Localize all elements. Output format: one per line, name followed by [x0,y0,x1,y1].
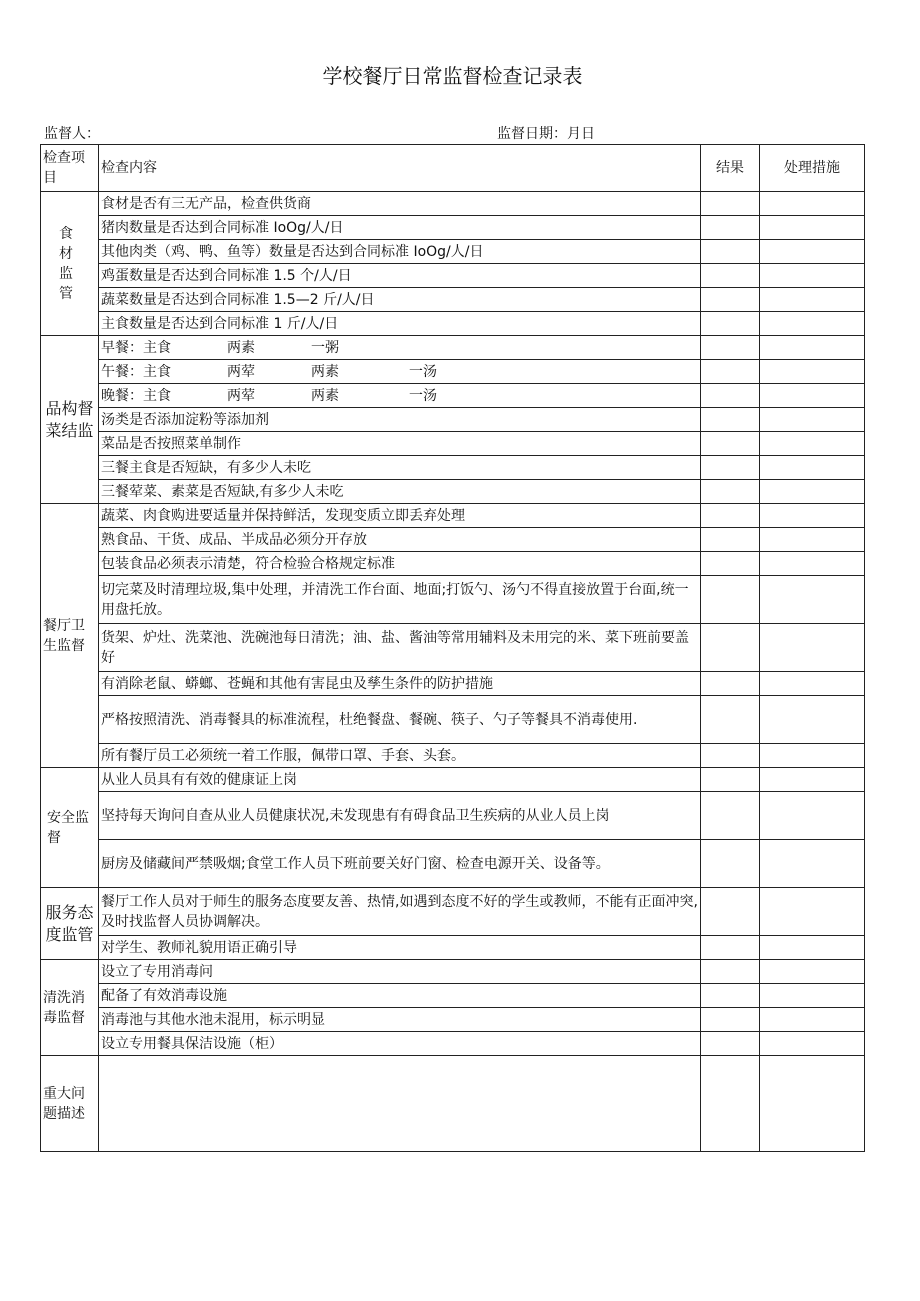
inspection-table [40,144,865,1152]
check-content-cell: 主食数量是否达到合同标准 1 斤/人/日 [99,312,701,336]
category-cell: 食材监管 [41,192,99,336]
action-cell[interactable] [760,1056,865,1152]
check-content-cell: 鸡蛋数量是否达到合同标准 1.5 个/人/日 [99,264,701,288]
date-label: 监督日期：月日 [497,126,595,142]
check-content-cell: 猪肉数量是否达到合同标准 IoOg/人/日 [99,216,701,240]
result-cell[interactable] [701,192,760,216]
table-row [41,264,865,288]
table-row [41,408,865,432]
category-cell: 安全监督 [41,768,99,888]
table-row [41,240,865,264]
action-cell[interactable] [760,576,865,624]
result-cell[interactable] [701,360,760,384]
category-cell: 品构督菜结监 [41,336,99,504]
check-content-cell: 坚持每天询问自查从业人员健康状况,未发现患有有碍食品卫生疾病的从业人员上岗 [99,792,701,840]
result-cell[interactable] [701,960,760,984]
category-cell: 服务态度监管 [41,888,99,960]
result-cell[interactable] [701,504,760,528]
result-cell[interactable] [701,552,760,576]
action-cell[interactable] [760,312,865,336]
check-content-cell: 设立了专用消毒问 [99,960,701,984]
action-cell[interactable] [760,672,865,696]
action-cell[interactable] [760,888,865,936]
category-cell: 餐厅卫生监督 [41,504,99,768]
table-row [41,576,865,624]
table-row [41,192,865,216]
table-row [41,960,865,984]
check-content-cell: 午餐：主食 两荤 两素 一汤 [99,360,701,384]
action-cell[interactable] [760,264,865,288]
table-row [41,288,865,312]
table-row [41,1056,865,1152]
check-content-cell: 包装食品必须表示清楚，符合检验合格规定标准 [99,552,701,576]
result-cell[interactable] [701,408,760,432]
result-cell[interactable] [701,576,760,624]
action-cell[interactable] [760,624,865,672]
result-cell[interactable] [701,672,760,696]
check-content-cell: 菜品是否按照菜单制作 [99,432,701,456]
check-content-cell: 三餐主食是否短缺，有多少人未吃 [99,456,701,480]
table-row [41,432,865,456]
check-content-cell: 其他肉类（鸡、鸭、鱼等）数量是否达到合同标准 IoOg/人/日 [99,240,701,264]
table-row [41,480,865,504]
header-item: 检查项目 [41,145,99,192]
action-cell[interactable] [760,504,865,528]
check-content-cell: 熟食品、干货、成品、半成品必须分开存放 [99,528,701,552]
result-cell[interactable] [701,432,760,456]
check-content-cell: 晚餐：主食 两荤 两素 一汤 [99,384,701,408]
category-cell: 重大问题描述 [41,1056,99,1152]
page-title: 学校餐厅日常监督检查记录表 [322,64,583,88]
action-cell[interactable] [760,552,865,576]
result-cell[interactable] [701,384,760,408]
table-row [41,216,865,240]
result-cell[interactable] [701,840,760,888]
action-cell[interactable] [760,432,865,456]
action-cell[interactable] [760,744,865,768]
table-row [41,792,865,840]
table-row [41,336,865,360]
check-content-cell: 切完菜及时清理垃圾,集中处理，并清洗工作台面、地面;打饭勺、汤勺不得直接放置于台面,统一用盘托放。 [99,576,701,624]
table-row [41,768,865,792]
action-cell[interactable] [760,1032,865,1056]
action-cell[interactable] [760,840,865,888]
table-row [41,456,865,480]
supervisor-label: 监督人： [44,126,100,142]
check-content-cell [99,1056,701,1152]
table-row [41,696,865,744]
check-content-cell: 从业人员具有有效的健康证上岗 [99,768,701,792]
table-row [41,840,865,888]
result-cell[interactable] [701,936,760,960]
table-row [41,552,865,576]
action-cell[interactable] [760,792,865,840]
action-cell[interactable] [760,336,865,360]
action-cell[interactable] [760,528,865,552]
check-content-cell: 汤类是否添加淀粉等添加剂 [99,408,701,432]
table-row [41,984,865,1008]
result-cell[interactable] [701,264,760,288]
action-cell[interactable] [760,384,865,408]
table-row [41,672,865,696]
action-cell[interactable] [760,456,865,480]
table-row [41,504,865,528]
action-cell[interactable] [760,192,865,216]
check-content-cell: 有消除老鼠、蟒螂、苍蝇和其他有害昆虫及孳生条件的防护措施 [99,672,701,696]
check-content-cell: 食材是否有三无产品，检查供货商 [99,192,701,216]
check-content-cell: 所有餐厅员工必须统一着工作服，佩带口罩、手套、头套。 [99,744,701,768]
table-row [41,1032,865,1056]
result-cell[interactable] [701,312,760,336]
result-cell[interactable] [701,744,760,768]
header-result: 结果 [701,145,760,192]
table-row [41,360,865,384]
action-cell[interactable] [760,936,865,960]
action-cell[interactable] [760,408,865,432]
action-cell[interactable] [760,984,865,1008]
table-row [41,888,865,936]
result-cell[interactable] [701,288,760,312]
check-content-cell: 蔬菜、肉食购进要适量并保持鲜活，发现变质立即丢弃处理 [99,504,701,528]
action-cell[interactable] [760,696,865,744]
check-content-cell: 设立专用餐具保洁设施（柜） [99,1032,701,1056]
result-cell[interactable] [701,528,760,552]
check-content-cell: 厨房及储藏间严禁吸烟;食堂工作人员下班前要关好门窗、检查电源开关、设备等。 [99,840,701,888]
action-cell[interactable] [760,360,865,384]
action-cell[interactable] [760,1008,865,1032]
table-row [41,624,865,672]
check-content-cell: 严格按照清洗、消毒餐具的标准流程，杜绝餐盘、餐碗、筷子、勺子等餐具不消毒使用. [99,696,701,744]
action-cell[interactable] [760,216,865,240]
check-content-cell: 三餐荤菜、素菜是否短缺,有多少人未吃 [99,480,701,504]
table-row [41,936,865,960]
result-cell[interactable] [701,984,760,1008]
check-content-cell: 早餐：主食 两素 一粥 [99,336,701,360]
action-cell[interactable] [760,240,865,264]
table-row [41,528,865,552]
table-row [41,1008,865,1032]
check-content-cell: 餐厅工作人员对于师生的服务态度要友善、热情,如遇到态度不好的学生或教师，不能有正面冲突,及时找监督人员协调解决。 [99,888,701,936]
action-cell[interactable] [760,288,865,312]
result-cell[interactable] [701,240,760,264]
result-cell[interactable] [701,768,760,792]
result-cell[interactable] [701,696,760,744]
result-cell[interactable] [701,456,760,480]
action-cell[interactable] [760,768,865,792]
table-row [41,744,865,768]
header-row [41,145,865,192]
header-content: 检查内容 [99,145,701,192]
result-cell[interactable] [701,624,760,672]
action-cell[interactable] [760,960,865,984]
result-cell[interactable] [701,888,760,936]
result-cell[interactable] [701,1008,760,1032]
action-cell[interactable] [760,480,865,504]
result-cell[interactable] [701,1032,760,1056]
check-content-cell: 货架、炉灶、洗菜池、洗碗池每日清洗；油、盐、酱油等常用辅料及未用完的米、菜下班前要盖好 [99,624,701,672]
result-cell[interactable] [701,336,760,360]
table-row [41,384,865,408]
result-cell[interactable] [701,1056,760,1152]
check-content-cell: 消毒池与其他水池未混用，标示明显 [99,1008,701,1032]
result-cell[interactable] [701,216,760,240]
table-row [41,312,865,336]
header-action: 处理措施 [760,145,865,192]
check-content-cell: 对学生、教师礼貌用语正确引导 [99,936,701,960]
category-cell: 清洗消毒监督 [41,960,99,1056]
result-cell[interactable] [701,792,760,840]
result-cell[interactable] [701,480,760,504]
check-content-cell: 蔬菜数量是否达到合同标准 1.5—2 斤/人/日 [99,288,701,312]
check-content-cell: 配备了有效消毒设施 [99,984,701,1008]
